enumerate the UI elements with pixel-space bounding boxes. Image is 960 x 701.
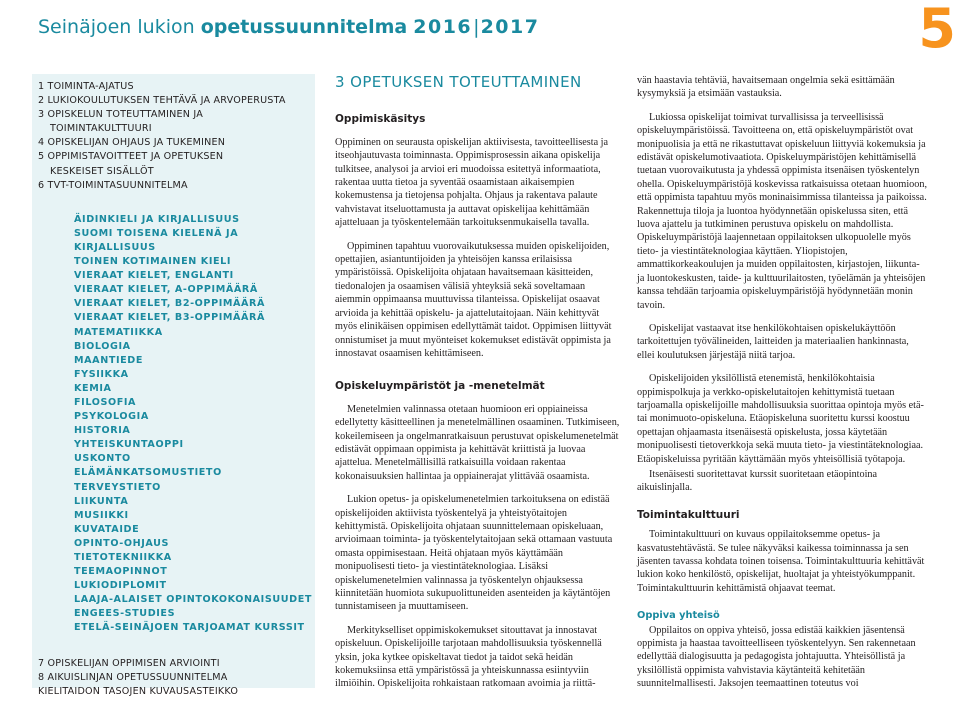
paragraph: Opiskelijat vastaavat itse henkilökohtaisen opiskelukäyttöön tarkoitettujen työvälineiden, laitteiden ja materiaalien hankinnasta, ellei koulutuksen järjestäjä niitä tarjoa. (637, 322, 909, 361)
toc-item[interactable]: KESKEISET SISÄLLÖT (50, 165, 154, 177)
toc-subject-item[interactable]: ETELÄ-SEINÄJOEN TARJOAMAT KURSSIT (74, 622, 305, 634)
toc-subject-item[interactable]: MAANTIEDE (74, 354, 144, 366)
toc-subject-item[interactable]: YHTEISKUNTAOPPI (74, 439, 184, 451)
header-prefix: Seinäjoen lukion (38, 16, 195, 38)
toc-subjects-list (32, 213, 315, 636)
header-year-start: 2016 (413, 16, 473, 38)
toc-subject-item[interactable]: MATEMATIIKKA (74, 326, 163, 338)
document-header (38, 16, 539, 38)
paragraph: vän haastavia tehtäviä, havaitsemaan ongelmia sekä esittämään kysymyksiä ja etsimään vastauksia. (637, 75, 895, 100)
paragraph: Lukion opetus- ja opiskelumenetelmien tarkoituksena on edistää opiskelijoiden aktiivista työskentelyä ja yhteistyötaitojen kehittymistä. Opiskelijoita ohjataan suunnittelemaan opiskeluaan, arvioimaan toiminta- ja työskentelytaitojaan sekä ottamaan vastuuta omasta oppimisestaan. Heitä ohjataan myös käyttämään monipuolisesti tieto- ja viestintäteknologiaa. Lisäksi opiskelumenetelmien valinnassa ja työskentelyn ohjauksessa kiinnitetään huomiota sukupuolittuneiden asenteiden ja käytäntöjen tunnistamiseen ja muuttamiseen. (335, 494, 613, 613)
toc-subject-item[interactable]: TIETOTEKNIIKKA (74, 552, 172, 563)
toc-item[interactable]: 3 OPISKELUN TOTEUTTAMINEN JA (38, 109, 203, 121)
subheading-culture: Toimintakulttuuri (637, 508, 740, 521)
table-of-contents (32, 74, 315, 697)
section-title: 3 OPETUKSEN TOTEUTTAMINEN (335, 73, 582, 91)
toc-subject-item[interactable]: MUSIIKKI (74, 509, 129, 521)
content-column-middle (335, 74, 620, 701)
toc-item[interactable]: 7 OPISKELIJAN OPPIMISEN ARVIOINTI (38, 657, 220, 669)
paragraph: Itsenäisesti suoritettavat kurssit suoritetaan etäopintoina aikuislinjalla. (637, 468, 878, 494)
toc-subject-item[interactable]: LAAJA-ALAISET OPINTOKOKONAISUUDET (74, 594, 312, 606)
toc-subject-item[interactable]: KUVATAIDE (74, 523, 140, 535)
toc-subject-item[interactable]: VIERAAT KIELET, ENGLANTI (74, 270, 234, 282)
toc-subject-item[interactable]: LIIKUNTA (74, 495, 129, 507)
paragraph: Merkitykselliset oppimiskokemukset sitouttavat ja innostavat opiskeluun. Opiskelijoille tarjotaan mahdollisuuksia työskennellä yksin, joka kytkee opiskeltavat tiedot ja taidot sekä heidän kokemuksiinsa että ympäristössä ja yhteiskunnassa esiintyviin ilmiöihin. Opiskelijoita rohkaistaan ratkomaan avoimia ja riittä- (335, 624, 602, 690)
toc-subject-item[interactable]: VIERAAT KIELET, B2-OPPIMÄÄRÄ (74, 298, 266, 310)
toc-item[interactable]: 8 AIKUISLINJAN OPETUSSUUNNITELMA (38, 671, 228, 683)
toc-subject-item[interactable]: ENGEES-STUDIES (74, 608, 176, 620)
header-divider: | (473, 16, 480, 38)
toc-item[interactable]: 1 TOIMINTA-AJATUS (38, 81, 134, 92)
paragraph: Toimintakulttuuri on kuvaus oppilaitoksemme opetus- ja kasvatustehtävästä. Se tulee näkyväksi kaikessa toiminnassa ja sen jäsenten tavassa kohdata toinen toisensa. Toimintakulttuuria kehittävät lukion koko henkilöstö, opiskelijat, huoltajat ja yhteistyökumppanit. Toimintakulttuurin kehittämistä ohjaavat teemat. (637, 529, 925, 594)
toc-subject-item[interactable]: USKONTO (74, 453, 131, 465)
content-column-right (637, 74, 927, 701)
toc-subject-item[interactable]: TERVEYSTIETO (74, 481, 161, 493)
subheading-environments: Opiskeluympäristöt ja -menetelmät (335, 380, 545, 393)
subheading-learning-community: Oppiva yhteisö (637, 610, 720, 622)
toc-main-list (32, 80, 315, 193)
paragraph: Oppilaitos on oppiva yhteisö, jossa edistää kaikkien jäsentensä oppimista ja haastaa tavoitteelliseen työskentelyyn. Sen rakennetaan edellyttää dialogisuutta ja pedagogista johtajuutta. Yhteisöllistä ja yksilöllistä oppimista vahvistavia käytänteitä kehitetään suunnitelmallisesti. Jaksojen teemaattinen toteutus voi (637, 624, 916, 690)
paragraph: Oppiminen tapahtuu vuorovaikutuksessa muiden opiskelijoiden, opettajien, asiantuntijoiden ja yhteisöjen kanssa erilaisissa ympäristöissä. Opiskelijoita ohjataan havaitsemaan käsitteiden, tiedonalojen ja osaamisen välisiä yhteyksiä sekä soveltamaan aiemmin oppimaansa muuttuvissa tilanteissa. Opiskelijat osaavat arvioida ja kehittää opiskelu- ja ajattelutaitojaan. Näin kehittyvät myös elinikäisen oppimisen edellyttämät taidot. Oppimisen liittyvät onnistumiset ja muut myönteiset kokemukset edistävät oppimista ja innostavat osaamisen kehittämiseen. (335, 240, 612, 359)
header-title: opetussuunnitelma (200, 16, 408, 38)
toc-item[interactable]: 4 OPISKELIJAN OHJAUS JA TUKEMINEN (38, 137, 226, 149)
header-year-end: 2017 (480, 16, 540, 38)
toc-item[interactable]: 2 LUKIOKOULUTUKSEN TEHTÄVÄ JA ARVOPERUSTA (38, 95, 286, 107)
toc-subject-item[interactable]: TEEMAOPINNOT (74, 566, 168, 578)
toc-subject-item[interactable]: TOINEN KOTIMAINEN KIELI (74, 256, 232, 268)
toc-subject-item[interactable]: FILOSOFIA (74, 396, 137, 408)
paragraph: Oppiminen on seurausta opiskelijan aktiivisesta, tavoitteellisesta ja itseohjautuvasta toiminnasta. Oppimisprosessin aikana opiskelija tulkitsee, analysoi ja arvioi eri muodoissa esitettyä informaatiota, rakentaa uutta tietoa ja syventää osaamistaan aikaisempien kokemustensa ja tietojensa pohjalta. Ohjaus ja rakentava palaute vahvistavat itseluottamusta ja auttavat opiskelijaa kehittämään ajatteluaan ja työskentelemään tarkoituksenmukaisella tavalla. (335, 136, 609, 229)
toc-subject-item[interactable]: PSYKOLOGIA (74, 411, 149, 423)
toc-subject-item[interactable]: ELÄMÄNKATSOMUSTIETO (74, 467, 222, 479)
toc-bottom-list (32, 657, 315, 699)
toc-subject-item[interactable]: FYSIIKKA (74, 368, 129, 380)
toc-item[interactable]: 5 OPPIMISTAVOITTEET JA OPETUKSEN (38, 151, 224, 163)
toc-subject-item[interactable]: SUOMI TOISENA KIELENÄ JA KIRJALLISUUS (74, 227, 239, 253)
toc-item[interactable]: KIELITAIDON TASOJEN KUVAUSASTEIKKO (38, 685, 239, 697)
toc-subject-item[interactable]: OPINTO-OHJAUS (74, 537, 170, 549)
paragraph: Menetelmien valinnassa otetaan huomioon eri oppiaineissa edellytetty käsitteellinen ja menetelmällinen osaaminen. Tutkimiseen, kokeilemiseen ja ongelmanratkaisuun perustuvat opiskelumenetelmät edistävät oppimaan oppimista ja kehittävät kriittistä ja luovaa ajattelua. Menetelmällisillä ratkaisuilla voidaan rakentaa kokonaisuuksien hallintaa ja oppiainerajat ylittävää osaamista. (335, 403, 620, 482)
toc-item[interactable]: 6 TVT-TOIMINTASUUNNITELMA (38, 179, 188, 191)
toc-subject-item[interactable]: KEMIA (74, 382, 112, 394)
toc-subject-item[interactable]: BIOLOGIA (74, 340, 131, 352)
subheading-learning-concept: Oppimiskäsitys (335, 113, 426, 126)
page-number: 5 (918, 0, 956, 60)
toc-subject-item[interactable]: ÄIDINKIELI JA KIRJALLISUUS (74, 213, 240, 225)
toc-subject-item[interactable]: VIERAAT KIELET, A-OPPIMÄÄRÄ (74, 284, 258, 296)
toc-subject-item[interactable]: LUKIODIPLOMIT (74, 580, 167, 592)
toc-item[interactable]: TOIMINTAKULTTUURI (50, 123, 152, 135)
toc-subject-item[interactable]: VIERAAT KIELET, B3-OPPIMÄÄRÄ (74, 312, 266, 324)
toc-subject-item[interactable]: HISTORIA (74, 425, 131, 437)
paragraph: Lukiossa opiskelijat toimivat turvallisissa ja terveellisissä opiskeluympäristöissä. Tavoitteena on, että opiskeluympäristöt ovat monipuolisia ja että ne rikastuttavat opiskeluun liittyviä kokemuksia ja edistävät opiskelumotivaatiota. Opiskeluympäristöjen kehittämisellä tuetaan vuorovaikutusta ja yhdessä oppimista itsenäisen työskentelyn ohella. Opiskeluympäristöjä koskevissa ratkaisuissa otetaan huomioon, että oppimista tapahtuu myös moninaisimmissa tilanteissa ja paikoissa. Rakennettuja tiloja ja luontoa hyödynnetään opiskelussa siten, että luova ajattelu ja tutkiminen perustuva opiskelu on mahdollista. Opiskeluympäristöjä laajennetaan oppilaitoksen ulkopuolelle myös tieto- ja viestintäteknologiaa käyttäen. Yliopistojen, ammattikorkeakoulujen ja muiden oppilaitosten, kirjastojen, liikunta- ja luontokeskusten, taide- ja kulttuurilaitosten, työelämän ja yhteisöjen kanssa tehdään tarjoamia opiskeluympäristöjä hyödynnetään monin tavoin. (637, 111, 928, 311)
paragraph: Opiskelijoiden yksilöllistä etenemistä, henkilökohtaisia oppimispolkuja ja verkko-opiskelutaitojen kehittymistä tuetaan tarjoamalla opiskelijoille mahdollisuuksia suorittaa opintoja myös etä- tai monimuoto-opiskeluna. Etäopiskeluna suoritettu kurssi koostuu opettajan ohjaamasta itsenäisestä opiskelusta, jossa käytetään monipuolisesti tietoverkkoja sekä muuta tieto- ja viestintäteknologiaa. Etäopiskeluissa pyritään käyttämään myös yhteisöllisiä työtapoja. (637, 373, 924, 465)
